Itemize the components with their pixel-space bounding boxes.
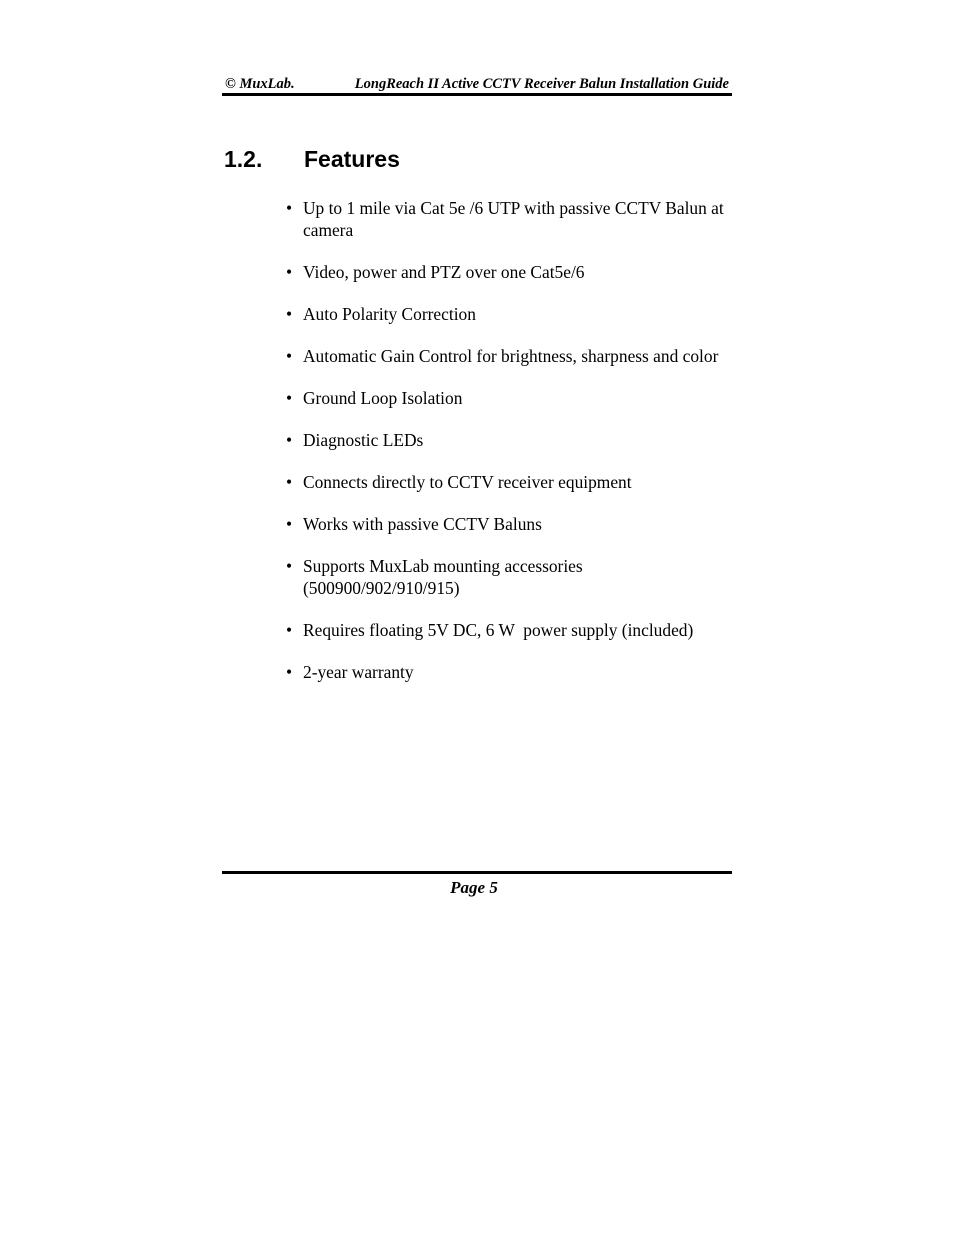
list-item [286,345,732,367]
bullet-icon: • [286,198,293,218]
bullet-icon: • [286,388,293,408]
footer-rule [222,871,732,874]
feature-text: Auto Polarity Correction [303,304,476,324]
bullet-icon: • [286,662,293,682]
list-item [286,429,732,451]
bullet-icon: • [286,304,293,324]
feature-text: Connects directly to CCTV receiver equipment [303,472,632,492]
feature-text: Diagnostic LEDs [303,430,424,450]
feature-text: Supports MuxLab mounting accessories (500900/902/910/915) [303,556,583,598]
header-rule [222,93,732,96]
feature-text: Automatic Gain Control for brightness, sharpness and color [303,346,719,366]
feature-text: Video, power and PTZ over one Cat5e/6 [303,262,585,282]
section-number: 1.2. [224,146,263,172]
list-item [286,303,732,325]
bullet-icon: • [286,514,293,534]
list-item [286,387,732,409]
bullet-icon: • [286,262,293,282]
bullet-icon: • [286,620,293,640]
header-copyright: © MuxLab. [225,76,295,92]
feature-text: Works with passive CCTV Baluns [303,514,542,534]
bullet-icon: • [286,346,293,366]
list-item [286,619,732,641]
bullet-icon: • [286,472,293,492]
list-item [286,197,732,241]
feature-text: Ground Loop Isolation [303,388,463,408]
list-item [286,471,732,493]
bullet-icon: • [286,556,293,576]
list-item [286,513,732,535]
bullet-icon: • [286,430,293,450]
list-item [286,661,732,683]
feature-list [286,197,732,703]
header-guide-title: LongReach II Active CCTV Receiver Balun Installation Guide [354,76,729,92]
list-item [286,261,732,283]
list-item [286,555,732,599]
running-header [222,75,732,93]
section-title: Features [304,146,400,172]
feature-text: 2-year warranty [303,662,414,682]
page-number: Page 5 [450,878,498,897]
feature-text: Requires floating 5V DC, 6 W power supply (included) [303,620,694,640]
feature-text: Up to 1 mile via Cat 5e /6 UTP with passive CCTV Balun at camera [303,198,724,240]
